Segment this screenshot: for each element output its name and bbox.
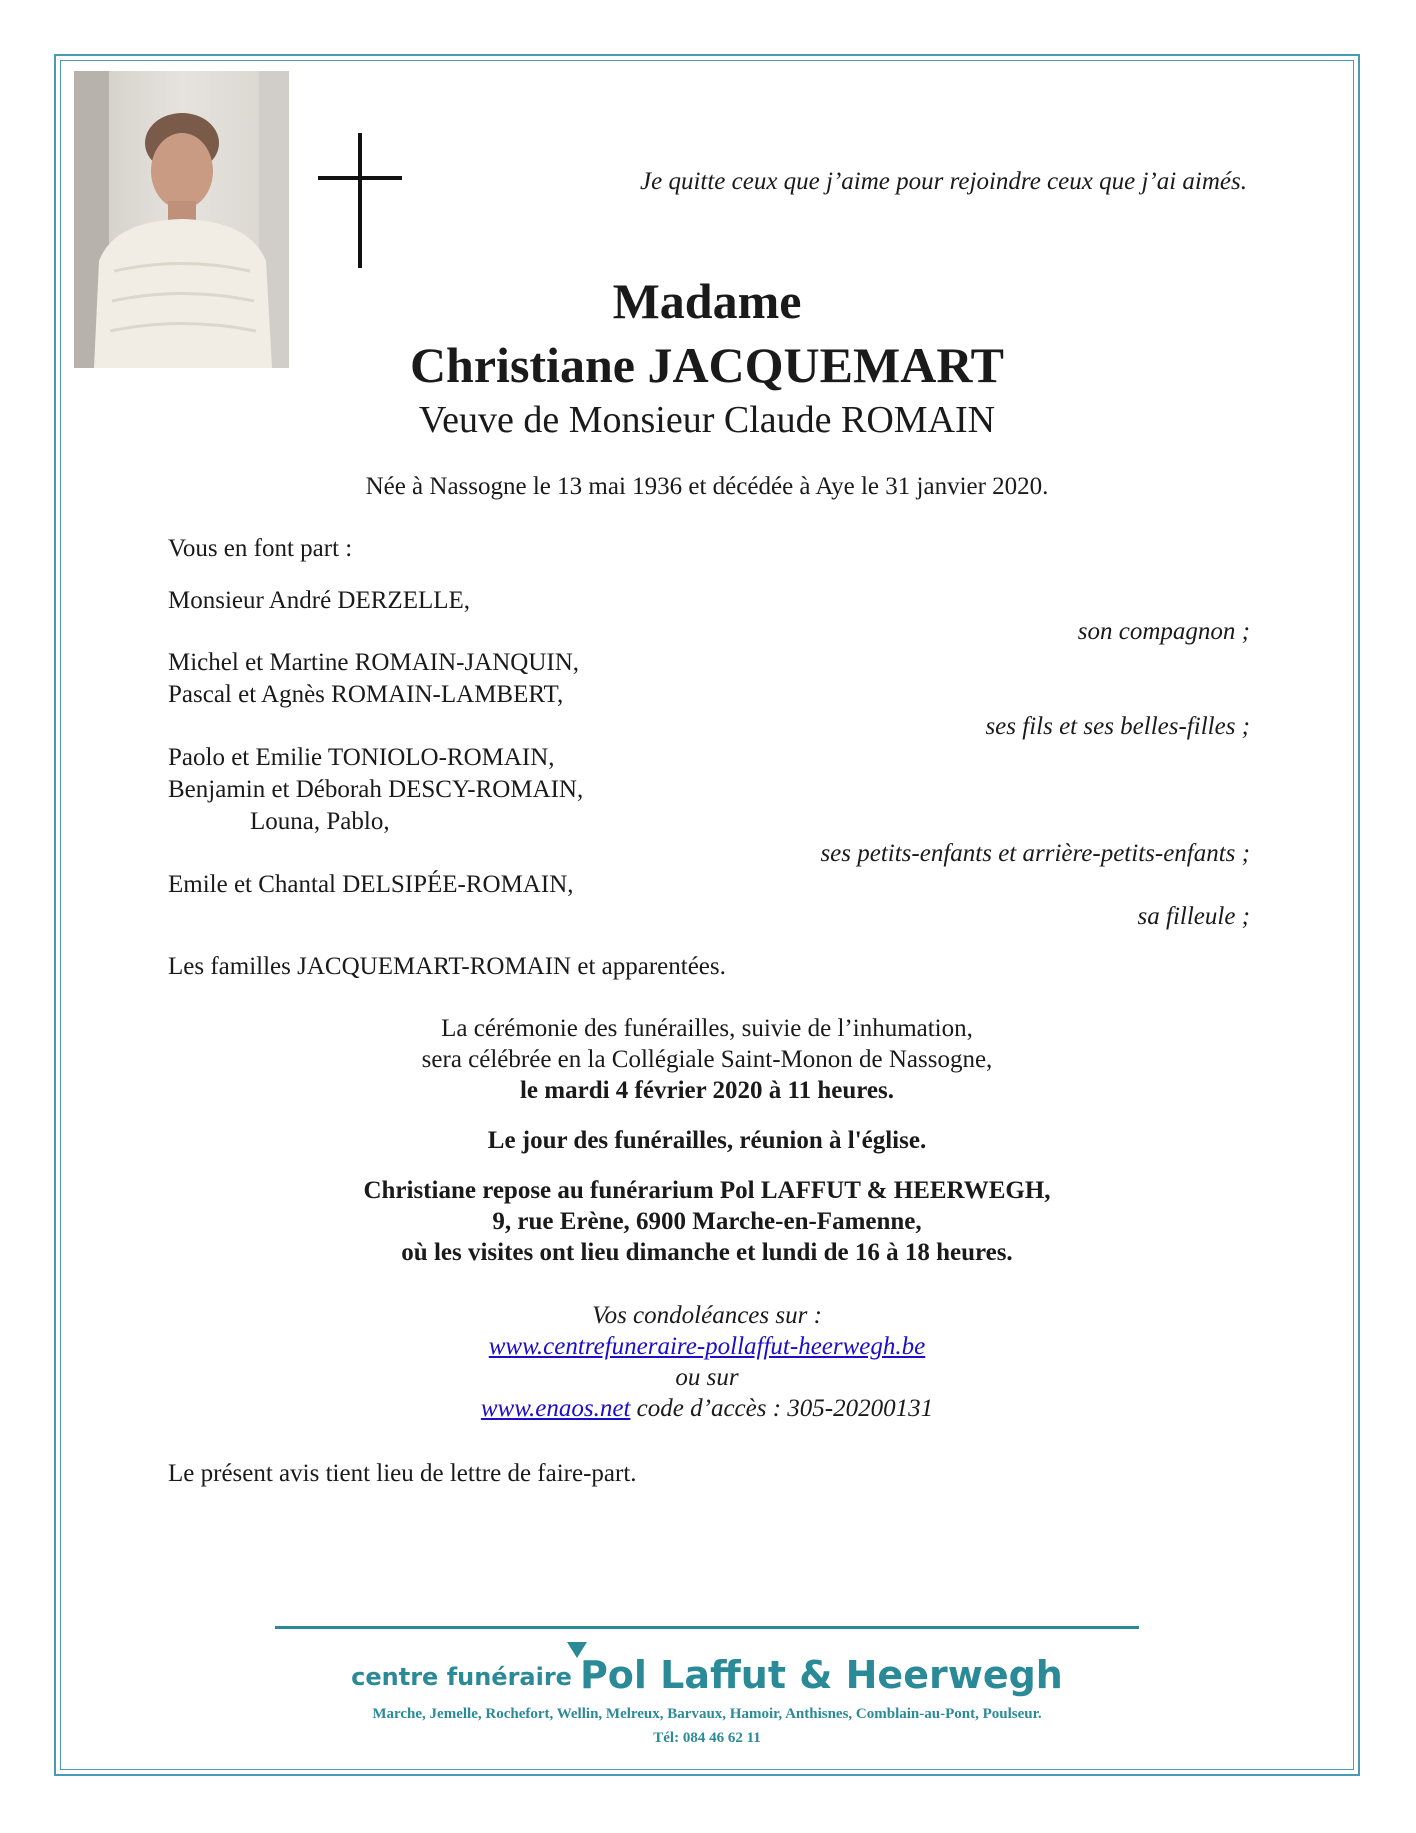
- deceased-name: Christiane JACQUEMART: [409, 337, 1005, 393]
- condolences-link-1[interactable]: www.centrefuneraire-pollaffut-heerwegh.be: [488, 1333, 926, 1360]
- epitaph-quote: Je quitte ceux que j’aime pour rejoindre ceux que j’ai aimés.: [640, 168, 1247, 195]
- rest-line-2: 9, rue Erène, 6900 Marche-en-Famenne,: [492, 1208, 922, 1235]
- brand-prefix: centre funéraire: [351, 1663, 572, 1691]
- grandchild-line-2: Benjamin et Déborah DESCY-ROMAIN,: [168, 776, 584, 803]
- access-code: code d’accès : 305-20200131: [630, 1395, 934, 1422]
- grandchild-line-1: Paolo et Emilie TONIOLO-ROMAIN,: [168, 744, 555, 771]
- goddaughter-name: Emile et Chantal DELSIPÉE-ROMAIN,: [168, 871, 574, 898]
- condolences-link-2[interactable]: www.enaos.net: [480, 1395, 631, 1422]
- meeting-line: Le jour des funérailles, réunion à l'église.: [487, 1127, 927, 1154]
- ceremony-line-1: La cérémonie des funérailles, suivie de l’inhumation,: [441, 1015, 973, 1042]
- widow-of: Veuve de Monsieur Claude ROMAIN: [418, 399, 996, 441]
- footer-divider: [275, 1626, 1139, 1629]
- condolences-intro: Vos condoléances sur :: [592, 1302, 822, 1329]
- funeral-home-logo: [54, 1653, 1360, 1697]
- cross-icon: [318, 133, 402, 268]
- rest-line-3: où les visites ont lieu dimanche et lundi de 16 à 18 heures.: [401, 1239, 1013, 1266]
- brand-name: Pol Laffut & Heerwegh: [579, 1653, 1063, 1697]
- announcement-intro: Vous en font part :: [168, 535, 353, 562]
- families-line: Les familles JACQUEMART-ROMAIN et apparentées.: [168, 953, 726, 980]
- son-line-2: Pascal et Agnès ROMAIN-LAMBERT,: [168, 681, 564, 708]
- condolences-link-row-2: [54, 1395, 1360, 1423]
- sons-role: ses fils et ses belles-filles ;: [985, 713, 1250, 740]
- footer-phone: Tél: 084 46 62 11: [653, 1730, 761, 1746]
- rest-line-1: Christiane repose au funérarium Pol LAFFUT & HEERWEGH,: [363, 1177, 1051, 1204]
- goddaughter-role: sa filleule ;: [1137, 903, 1250, 930]
- condolences-or: ou sur: [675, 1364, 739, 1391]
- great-grandchildren: Louna, Pablo,: [250, 808, 390, 835]
- son-line-1: Michel et Martine ROMAIN-JANQUIN,: [168, 649, 580, 676]
- condolences-link-row-1: [54, 1333, 1360, 1361]
- ceremony-line-2: sera célébrée en la Collégiale Saint-Monon de Nassogne,: [421, 1046, 993, 1073]
- birth-death-line: Née à Nassogne le 13 mai 1936 et décédée à Aye le 31 janvier 2020.: [365, 473, 1049, 500]
- title-madame: Madame: [612, 273, 802, 329]
- companion-role: son compagnon ;: [1077, 618, 1250, 645]
- companion-name: Monsieur André DERZELLE,: [168, 587, 471, 614]
- grandchildren-role: ses petits-enfants et arrière-petits-enfants ;: [820, 840, 1250, 867]
- ceremony-date: le mardi 4 février 2020 à 11 heures.: [519, 1077, 894, 1104]
- footer-towns: Marche, Jemelle, Rochefort, Wellin, Melreux, Barvaux, Hamoir, Anthisnes, Comblain-au-Pont, Poulseur.: [372, 1706, 1042, 1722]
- closing-line: Le présent avis tient lieu de lettre de faire-part.: [168, 1460, 637, 1487]
